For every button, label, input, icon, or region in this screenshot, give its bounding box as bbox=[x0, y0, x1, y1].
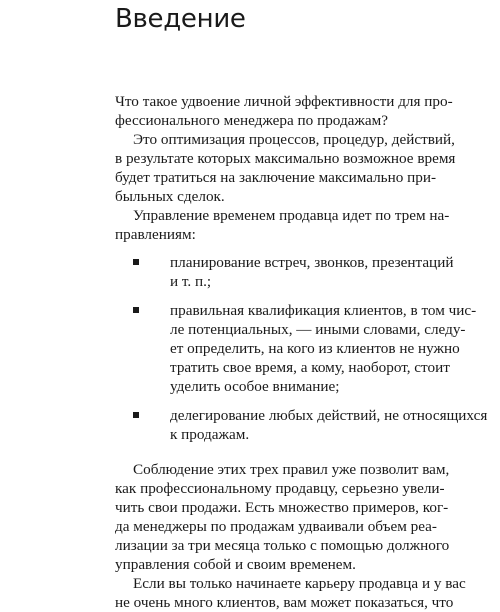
text-line: быльных сделок. bbox=[115, 188, 225, 205]
text-line: правлениям: bbox=[115, 226, 196, 243]
paragraph-3 bbox=[115, 206, 450, 244]
bullet-item-qualification bbox=[115, 301, 477, 396]
text-line: Соблюдение этих трех правил уже позволит вам, bbox=[133, 461, 450, 478]
chapter-title: Введение bbox=[115, 4, 246, 34]
bullet-item-planning bbox=[115, 253, 454, 291]
text-line: Управление временем продавца идет по трем на- bbox=[133, 207, 450, 224]
paragraph-1 bbox=[115, 92, 453, 130]
paragraph-5 bbox=[115, 574, 466, 612]
body-text bbox=[115, 92, 488, 612]
text-line: тратить свое время, а кому, наоборот, стоит bbox=[170, 359, 450, 376]
text-line: да менеджеры по продажам удваивали объем реа- bbox=[115, 518, 437, 535]
text-line: Это оптимизация процессов, процедур, действий, bbox=[133, 131, 455, 148]
text-line: фессионального менеджера по продажам? bbox=[115, 112, 388, 129]
text-line: к продажам. bbox=[170, 426, 250, 443]
text-line: ет определить, на кого из клиентов не нужно bbox=[170, 340, 460, 357]
text-line: Если вы только начинаете карьеру продавца и у вас bbox=[133, 575, 466, 592]
text-line bbox=[115, 301, 477, 320]
text-line: уделить особое внимание; bbox=[170, 378, 340, 395]
bullet-text: планирование встреч, звонков, презентаций bbox=[170, 254, 454, 271]
text-line: Что такое удвоение личной эффективности для про- bbox=[115, 93, 453, 110]
text-line: управления собой и своим временем. bbox=[115, 556, 356, 573]
bullet-item-delegation bbox=[115, 406, 488, 444]
text-line: как профессиональному продавцу, серьезно увели- bbox=[115, 480, 445, 497]
paragraph-4 bbox=[115, 460, 450, 574]
bullet-square-icon bbox=[133, 259, 139, 265]
text-line: не очень много клиентов, вам может показаться, что bbox=[115, 594, 454, 611]
text-line: лизации за три месяца только с помощью должного bbox=[115, 537, 450, 554]
bullet-square-icon bbox=[133, 307, 139, 313]
text-line: ле потенциальных, — иными словами, следу- bbox=[170, 321, 466, 338]
bullet-text: делегирование любых действий, не относящихся bbox=[170, 407, 488, 424]
text-line bbox=[115, 253, 454, 272]
paragraph-2 bbox=[115, 130, 456, 206]
bullet-square-icon bbox=[133, 412, 139, 418]
bullet-text: правильная квалификация клиентов, в том чис- bbox=[170, 302, 477, 319]
text-line: будет тратиться на заключение максимально при- bbox=[115, 169, 437, 186]
text-line: чить свои продажи. Есть множество примеров, ког- bbox=[115, 499, 449, 516]
text-line bbox=[115, 406, 488, 425]
text-line: и т. п.; bbox=[170, 273, 212, 290]
text-line: в результате которых максимально возможное время bbox=[115, 150, 456, 167]
